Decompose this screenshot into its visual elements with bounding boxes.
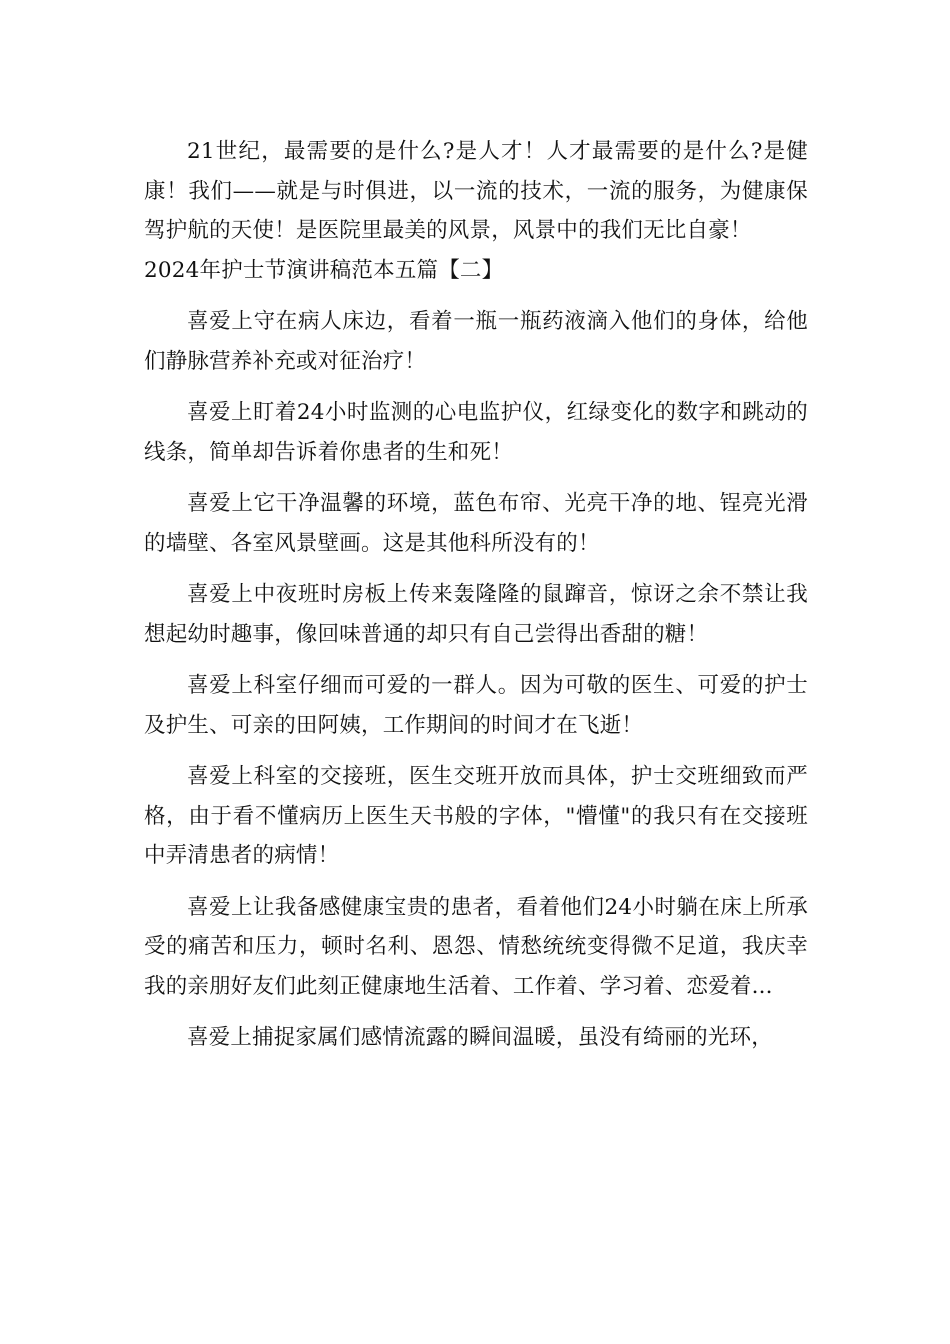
paragraph-2: 喜爱上盯着24小时监测的心电监护仪，红绿变化的数字和跳动的线条，简单却告诉着你患者的生和死！ [144, 400, 808, 465]
paragraph-6: 喜爱上科室的交接班，医生交班开放而具体，护士交班细致而严格，由于看不懂病历上医生天书般的字体，"懵懂"的我只有在交接班中弄清患者的病情！ [144, 764, 808, 868]
paragraph-8: 喜爱上捕捉家属们感情流露的瞬间温暖，虽没有绮丽的光环， [187, 1025, 773, 1050]
intro-paragraph: 21世纪，最需要的是什么?是人才！人才最需要的是什么?是健康！我们——就是与时俱进，以一流的技术，一流的服务，为健康保驾护航的天使！是医院里最美的风景，风景中的我们无比自豪！ [144, 139, 808, 243]
paragraph-3: 喜爱上它干净温馨的环境，蓝色布帘、光亮干净的地、锃亮光滑的墙壁、各室风景壁画。这是其他科所没有的！ [144, 491, 808, 556]
paragraph-7: 喜爱上让我备感健康宝贵的患者，看着他们24小时躺在床上所承受的痛苦和压力，顿时名利、恩怨、情愁统统变得微不足道，我庆幸我的亲朋好友们此刻正健康地生活着、工作着、学习着、恋爱着... [144, 894, 808, 999]
paragraph-5: 喜爱上科室仔细而可爱的一群人。因为可敬的医生、可爱的护士及护生、可亲的田阿姨，工作期间的时间才在飞逝！ [144, 673, 808, 738]
paragraph-4: 喜爱上中夜班时房板上传来轰隆隆的鼠蹿音，惊讶之余不禁让我想起幼时趣事，像回味普通的却只有自己尝得出香甜的糖！ [144, 582, 808, 647]
document-page [144, 132, 808, 1058]
paragraph-1: 喜爱上守在病人床边，看着一瓶一瓶药液滴入他们的身体，给他们静脉营养补充或对征治疗！ [144, 309, 808, 374]
section-title: 2024年护士节演讲稿范本五篇【二】 [144, 257, 504, 283]
